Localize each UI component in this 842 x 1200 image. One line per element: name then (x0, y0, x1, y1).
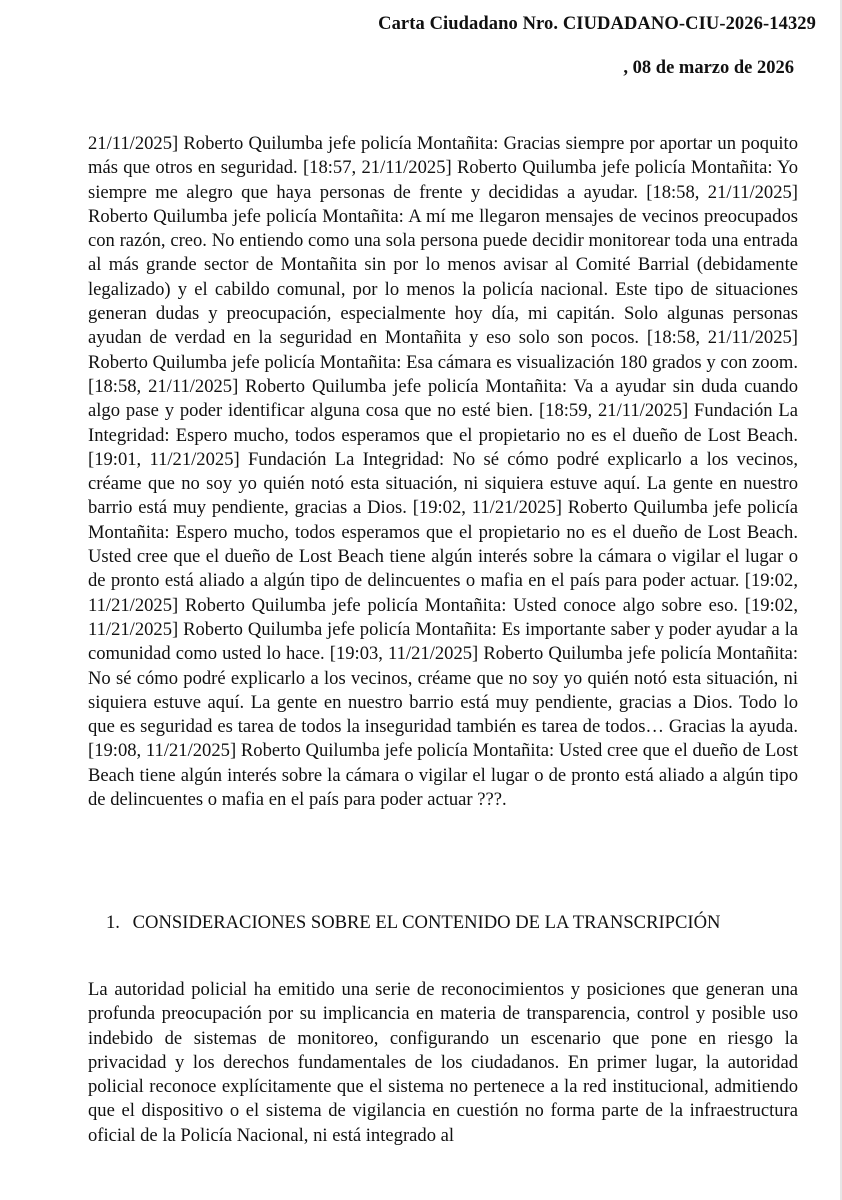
section-title: CONSIDERACIONES SOBRE EL CONTENIDO DE LA TRANSCRIPCIÓN (132, 912, 721, 933)
section-number: 1. (106, 912, 120, 933)
section-heading (106, 912, 720, 934)
letter-reference-number: Carta Ciudadano Nro. CIUDADANO-CIU-2026-14329 (378, 14, 816, 34)
analysis-paragraph: La autoridad policial ha emitido una serie de reconocimientos y posiciones que generan una profunda preocupación por su implicancia en materia de transparencia, control y posible uso indebido de sistemas de monitoreo, configurando un escenario que pone en riesgo la privacidad y los derechos fundamentales de los ciudadanos. En primer lugar, la autoridad policial reconoce explícitamente que el sistema no pertenece a la red institucional, admitiendo que el dispositivo o el sistema de vigilancia en cuestión no forma parte de la infraestructura oficial de la Policía Nacional, ni está integrado al (88, 979, 798, 1146)
letter-date: , 08 de marzo de 2026 (623, 58, 794, 78)
transcript-paragraph: 21/11/2025] Roberto Quilumba jefe policía Montañita: Gracias siempre por aportar un poquito más que otros en seguridad. [18:57, 21/11/2025] Roberto Quilumba jefe policía Montañita: Yo siempre me alegro que haya personas de frente y decididas a ayudar. [18:58, 21/11/2025] Roberto Quilumba jefe policía Montañita: A mí me llegaron mensajes de vecinos preocupados con razón, creo. No entiendo como una sola persona puede decidir monitorear toda una entrada al más grande sector de Montañita sin por lo menos avisar al Comité Barrial (debidamente legalizado) y el cabildo comunal, por lo menos la policía nacional. Este tipo de situaciones generan dudas y preocupación, especialmente hoy día, mi capitán. Solo algunas personas ayudan de verdad en la seguridad en Montañita y eso solo son pocos. [18:58, 21/11/2025] Roberto Quilumba jefe policía Montañita: Esa cámara es visualización 180 grados y con zoom. [18:58, 21/11/2025] Roberto Quilumba jefe policía Montañita: Va a ayudar sin duda cuando algo pase y poder identificar alguna cosa que no esté bien. [18:59, 21/11/2025] Fundación La Integridad: Espero mucho, todos esperamos que el propietario no es el dueño de Lost Beach. [19:01, 11/21/2025] Fundación La Integridad: No sé cómo podré explicarlo a los vecinos, créame que no soy yo quién notó esta situación, ni siquiera estuve aquí. La gente en nuestro barrio está muy pendiente, gracias a Dios. [19:02, 11/21/2025] Roberto Quilumba jefe policía Montañita: Espero mucho, todos esperamos que el propietario no es el dueño de Lost Beach. Usted cree que el dueño de Lost Beach tiene algún interés sobre la cámara o vigilar el lugar o de pronto está aliado a algún tipo de delincuentes o mafia en el país para poder actuar. [19:02, 11/21/2025] Roberto Quilumba jefe policía Montañita: Usted conoce algo sobre eso. [19:02, 11/21/2025] Roberto Quilumba jefe policía Montañita: Es importante saber y poder ayudar a la comunidad como usted lo hace. [19:03, 11/21/2025] Roberto Quilumba jefe policía Montañita: No sé cómo podré explicarlo a los vecinos, créame que no soy yo quién notó esta situación, ni siquiera estuve aquí. La gente en nuestro barrio está muy pendiente, gracias a Dios. Todo lo que es seguridad es tarea de todos la inseguridad también es tarea de todos… Gracias la ayuda. [19:08, 11/21/2025] Roberto Quilumba jefe policía Montañita: Usted cree que el dueño de Lost Beach tiene algún interés sobre la cámara o vigilar el lugar o de pronto está aliado a algún tipo de delincuentes o mafia en el país para poder actuar ???. (88, 133, 798, 811)
